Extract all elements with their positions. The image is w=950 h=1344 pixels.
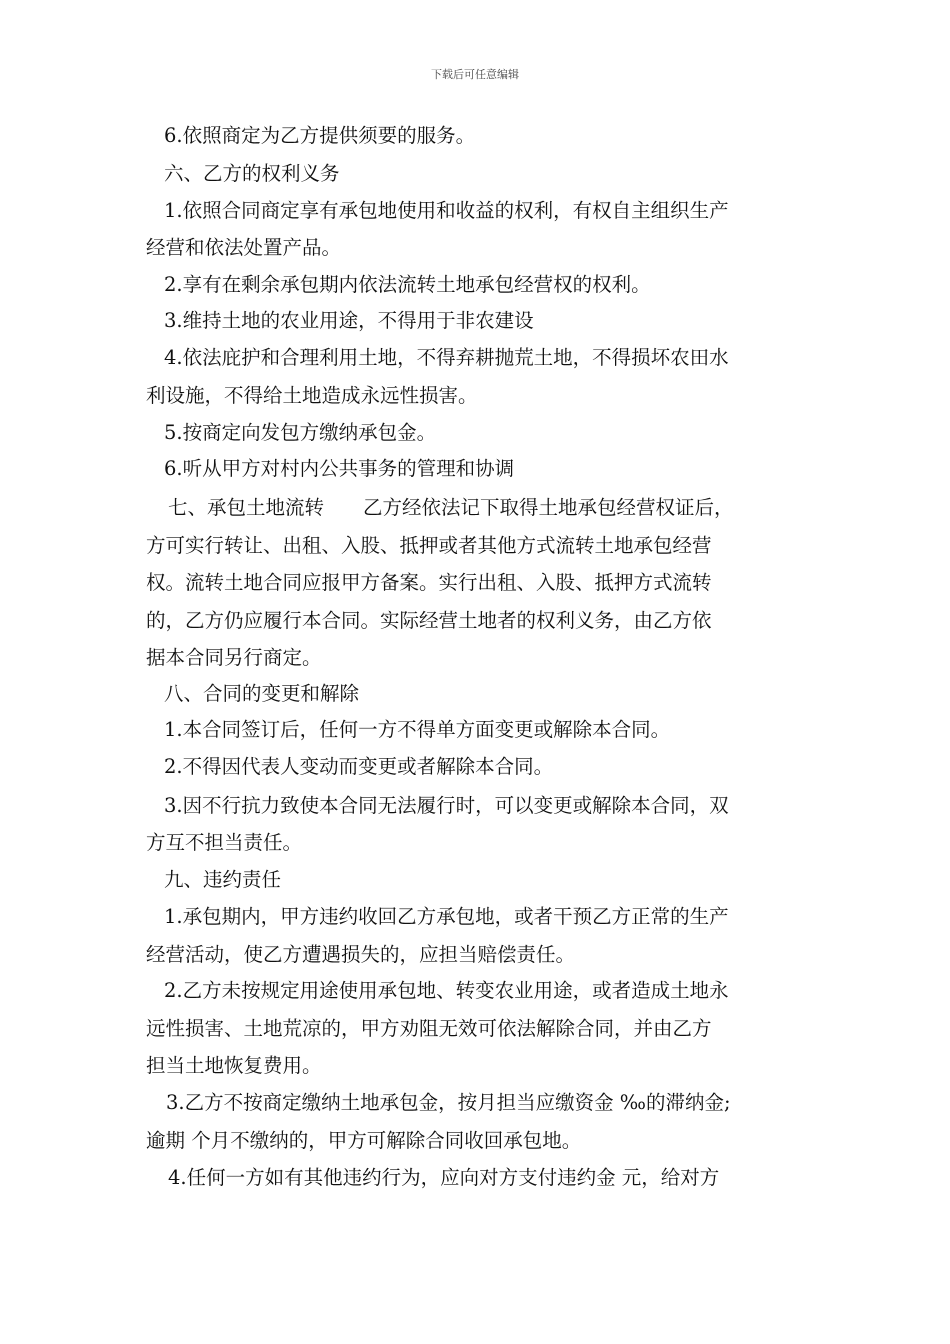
text-line: 方可实行转让、出租、入股、抵押或者其他方式流转土地承包经营 bbox=[146, 534, 712, 557]
text-line: 3.乙方不按商定缴纳土地承包金，按月担当应缴资金 ‰的滞纳金; bbox=[166, 1091, 731, 1114]
text-line: 经营活动，使乙方遭遇损失的，应担当赔偿责任。 bbox=[146, 943, 576, 966]
text-line: 经营和依法处置产品。 bbox=[146, 236, 342, 259]
text-line: 1.依照合同商定享有承包地使用和收益的权利，有权自主组织生产 bbox=[164, 199, 729, 222]
text-line: 八、合同的变更和解除 bbox=[164, 682, 360, 705]
text-line: 的，乙方仍应履行本合同。实际经营土地者的权利义务，由乙方依 bbox=[146, 609, 712, 632]
text-line: 6.依照商定为乙方提供须要的服务。 bbox=[164, 124, 476, 147]
text-line: 6.听从甲方对村内公共事务的管理和协调 bbox=[164, 457, 515, 480]
text-line: 2.享有在剩余承包期内依法流转土地承包经营权的权利。 bbox=[164, 273, 651, 296]
text-line: 4.依法庇护和合理利用土地，不得弃耕抛荒土地，不得损坏农田水 bbox=[164, 346, 729, 369]
text-line: 权。流转土地合同应报甲方备案。实行出租、入股、抵押方式流转 bbox=[146, 571, 712, 594]
text-line: 九、违约责任 bbox=[164, 868, 282, 891]
text-line: 方互不担当责任。 bbox=[146, 831, 303, 854]
text-line: 2.不得因代表人变动而变更或者解除本合同。 bbox=[164, 755, 554, 778]
text-line: 据本合同另行商定。 bbox=[146, 646, 322, 669]
text-line: 远性损害、土地荒凉的，甲方劝阻无效可依法解除合同，并由乙方 bbox=[146, 1017, 712, 1040]
text-line: 七、承包土地流转 乙方经依法记下取得土地承包经营权证后， bbox=[168, 496, 734, 519]
text-line: 六、乙方的权利义务 bbox=[164, 162, 340, 185]
page-header: 下载后可任意编辑 bbox=[431, 68, 519, 81]
text-line: 3.维持土地的农业用途，不得用于非农建设 bbox=[164, 309, 534, 332]
text-line: 5.按商定向发包方缴纳承包金。 bbox=[164, 421, 437, 444]
text-line: 利设施，不得给土地造成永远性损害。 bbox=[146, 384, 478, 407]
text-line: 4.任何一方如有其他违约行为，应向对方支付违约金 元，给对方 bbox=[168, 1166, 720, 1189]
text-line: 3.因不行抗力致使本合同无法履行时，可以变更或解除本合同，双 bbox=[164, 794, 729, 817]
text-line: 1.本合同签订后，任何一方不得单方面变更或解除本合同。 bbox=[164, 718, 671, 741]
text-line: 2.乙方未按规定用途使用承包地、转变农业用途，或者造成土地永 bbox=[164, 979, 729, 1002]
text-line: 1.承包期内，甲方违约收回乙方承包地，或者干预乙方正常的生产 bbox=[164, 905, 729, 928]
text-line: 担当土地恢复费用。 bbox=[146, 1054, 322, 1077]
text-line: 逾期 个月不缴纳的，甲方可解除合同收回承包地。 bbox=[146, 1129, 582, 1152]
